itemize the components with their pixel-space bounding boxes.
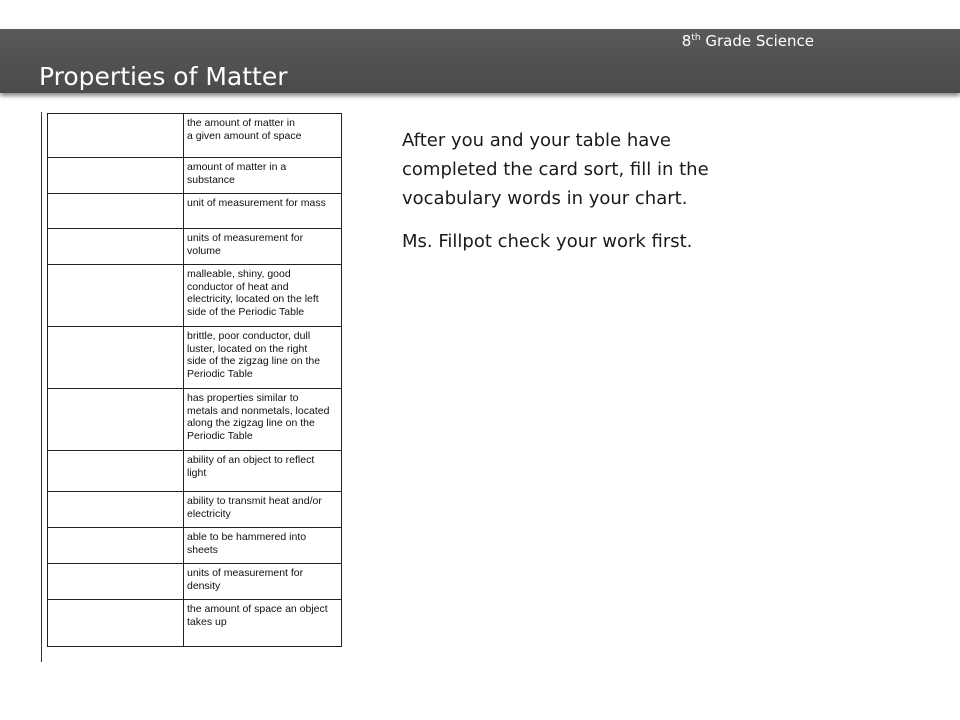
table-row (48, 451, 342, 492)
definition-cell: brittle, poor conductor, dull luster, located on the right side of the zigzag line on the Periodic Table (184, 327, 342, 389)
definition-cell: units of measurement for density (184, 564, 342, 600)
table-row (48, 389, 342, 451)
definition-cell: the amount of space an object takes up (184, 600, 342, 647)
instructions-paragraph-1: After you and your table have completed the card sort, fill in the vocabulary words in your chart. (402, 130, 709, 209)
vocab-word-blank-cell[interactable] (48, 564, 184, 600)
course-subtitle (682, 32, 814, 50)
table-row (48, 265, 342, 327)
vocab-word-blank-cell[interactable] (48, 265, 184, 327)
definition-cell: ability of an object to reflect light (184, 451, 342, 492)
definition-cell: ability to transmit heat and/or electricity (184, 492, 342, 528)
definition-cell: units of measurement for volume (184, 229, 342, 265)
vocab-word-blank-cell[interactable] (48, 114, 184, 158)
definition-cell: able to be hammered into sheets (184, 528, 342, 564)
table-row (48, 327, 342, 389)
vocab-word-blank-cell[interactable] (48, 194, 184, 229)
definition-cell: unit of measurement for mass (184, 194, 342, 229)
vocabulary-worksheet (38, 102, 350, 662)
worksheet-margin-line (41, 112, 42, 662)
vocab-word-blank-cell[interactable] (48, 492, 184, 528)
vocab-word-blank-cell[interactable] (48, 158, 184, 194)
table-row (48, 528, 342, 564)
table-row (48, 600, 342, 647)
definition-cell: malleable, shiny, good conductor of heat and electricity, located on the left side of the Periodic Table (184, 265, 342, 327)
table-row (48, 229, 342, 265)
vocab-word-blank-cell[interactable] (48, 389, 184, 451)
definition-cell: amount of matter in a substance (184, 158, 342, 194)
table-row (48, 114, 342, 158)
definition-cell: the amount of matter in a given amount of space (184, 114, 342, 158)
vocab-word-blank-cell[interactable] (48, 229, 184, 265)
instructions-paragraph-2: Ms. Fillpot check your work first. (402, 231, 693, 252)
vocab-word-blank-cell[interactable] (48, 327, 184, 389)
slide-title: Properties of Matter (39, 62, 288, 91)
table-row (48, 158, 342, 194)
table-row (48, 492, 342, 528)
table-row (48, 564, 342, 600)
vocab-word-blank-cell[interactable] (48, 528, 184, 564)
vocabulary-table (47, 113, 342, 647)
vocab-word-blank-cell[interactable] (48, 600, 184, 647)
grade-number: 8 (681, 32, 692, 50)
grade-suffix: th (691, 33, 701, 43)
header-bar (0, 29, 960, 93)
table-row (48, 194, 342, 229)
grade-rest: Grade Science (700, 32, 814, 50)
definition-cell: has properties similar to metals and nonmetals, located along the zigzag line on the Periodic Table (184, 389, 342, 451)
vocab-word-blank-cell[interactable] (48, 451, 184, 492)
instructions (402, 126, 762, 270)
